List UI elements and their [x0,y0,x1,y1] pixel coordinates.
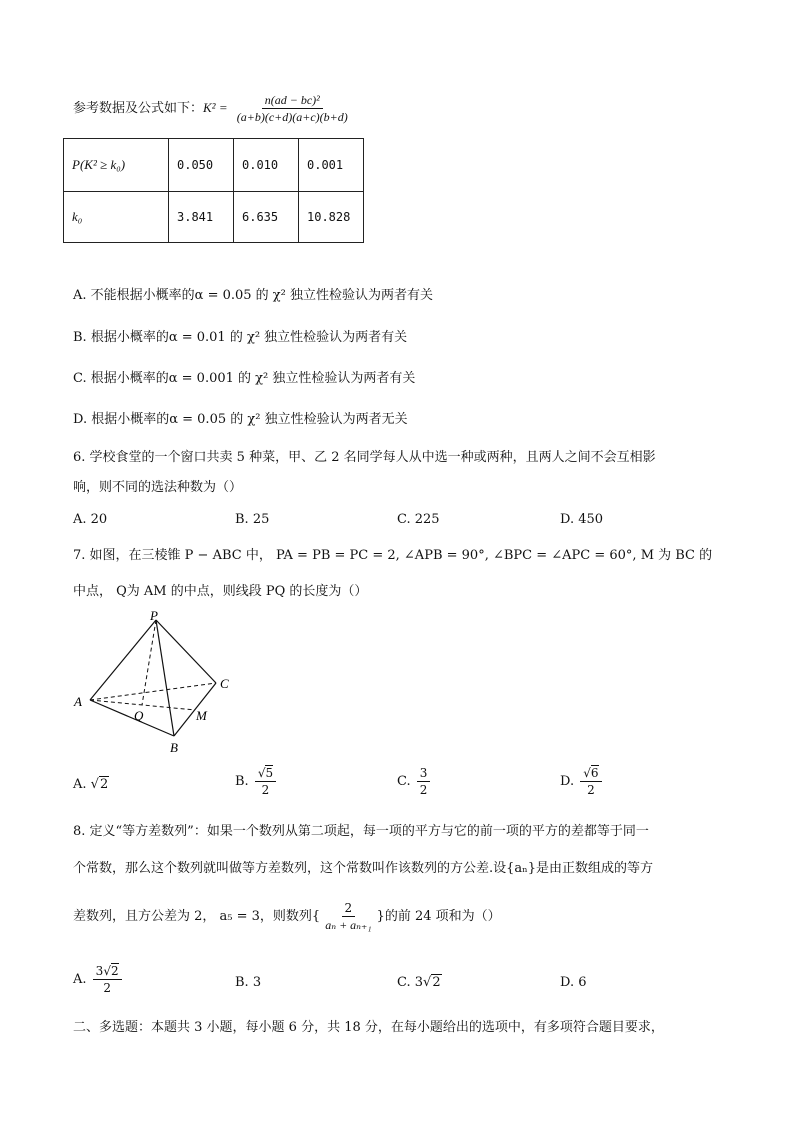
q8-stem-line2: 个常数，那么这个数列就叫做等方差数列，这个常数叫作该数列的方公差.设{aₙ}是由正数组成的等方 [73,861,654,876]
q8-option-d: D. 6 [560,975,587,990]
edge-pa [90,620,156,700]
q7-stem-line1: 7. 如图，在三棱锥 P − ABC 中， PA = PB = PC = 2, ∠APB = 90°, ∠BPC = ∠APC = 60°, M 为 BC 的 [73,548,713,563]
q8-stem-line3: 差数列，且方公差为 2， a₅ = 3，则数列{ $\frac{2}{\text{aₙ + aₙ₊₁}}$ }的前 24 项和为（） [73,901,501,932]
q5-option-a: A. 不能根据小概率的α = 0.05 的 χ² 独立性检验认为两者有关 [73,288,434,303]
q8-option-c: C. 3√2 [397,975,441,990]
table-cell: 6.635 [234,192,299,243]
q7-stem-line2: 中点， Q为 AM 的中点，则线段 PQ 的长度为（） [73,584,368,599]
sqrt: √2 [90,777,109,792]
label-c: C [220,676,229,691]
table-cell: 0.001 [299,139,364,192]
edge-pb [156,620,174,736]
q7-option-b: B. $\frac{√5}{2}$ [235,765,278,798]
edge-ac-hidden [90,683,216,700]
label-q: Q [134,708,144,723]
table-row [64,139,364,192]
q5-option-c: C. 根据小概率的α = 0.001 的 χ² 独立性检验认为两者有关 [73,371,416,386]
formula-prefix: 参考数据及公式如下： [73,101,204,116]
formula-numerator: n(ad − bc)² [262,92,323,109]
q6-stem-line2: 响，则不同的选法种数为（） [73,480,243,495]
edge-pc [156,620,216,683]
q6-option-d: D. 450 [560,512,604,527]
label-b: B [170,740,178,755]
edge-ab [90,700,174,736]
table-cell: 0.050 [169,139,234,192]
table-cell: 10.828 [299,192,364,243]
label-p: P [150,610,158,623]
q6-option-a: A. 20 [73,512,108,527]
section-2-header: 二、多选题：本题共 3 小题，每小题 6 分，共 18 分，在每小题给出的选项中，有多项符合题目要求， [73,1020,664,1035]
formula-denominator: (a+b)(c+d)(a+c)(b+d) [236,110,348,124]
label-a: A [74,694,82,709]
table-row [64,192,364,243]
q8-option-a: A. $\frac{3√2}{2}$ [73,963,124,996]
q8-stem-line1: 8. 定义“等方差数列”：如果一个数列从第二项起，每一项的平方与它的前一项的平方的差都等于同一 [73,824,649,839]
table-cell: 3.841 [169,192,234,243]
q5-option-b: B. 根据小概率的α = 0.01 的 χ² 独立性检验认为两者有关 [73,330,408,345]
sequence-fraction: $\frac{2}{\text{aₙ + aₙ₊₁}}$ [325,901,372,932]
label-m: M [196,708,207,723]
q6-stem-line1: 6. 学校食堂的一个窗口共卖 5 种菜，甲、乙 2 名同学每人从中选一种或两种，且两人之间不会互相影 [73,450,656,465]
table-cell: 0.010 [234,139,299,192]
tetrahedron-figure [70,610,240,760]
formula-line [73,92,353,125]
formula-fraction [234,92,351,125]
table-head-k0: k₀ [64,192,169,243]
q7-option-d: D. $\frac{√6}{2}$ [560,765,604,798]
table-head-p: P(K² ≥ k₀) [64,139,169,192]
q8-option-b: B. 3 [235,975,262,990]
q7-option-a: A. √2 [73,775,109,795]
formula-lhs: K² = [203,100,228,115]
q5-option-d: D. 根据小概率的α = 0.05 的 χ² 独立性检验认为两者无关 [73,412,408,427]
q7-option-c: C. $\frac{3}{2}$ [397,765,432,798]
reference-table [63,138,364,243]
q6-option-c: C. 225 [397,512,440,527]
q6-option-b: B. 25 [235,512,270,527]
